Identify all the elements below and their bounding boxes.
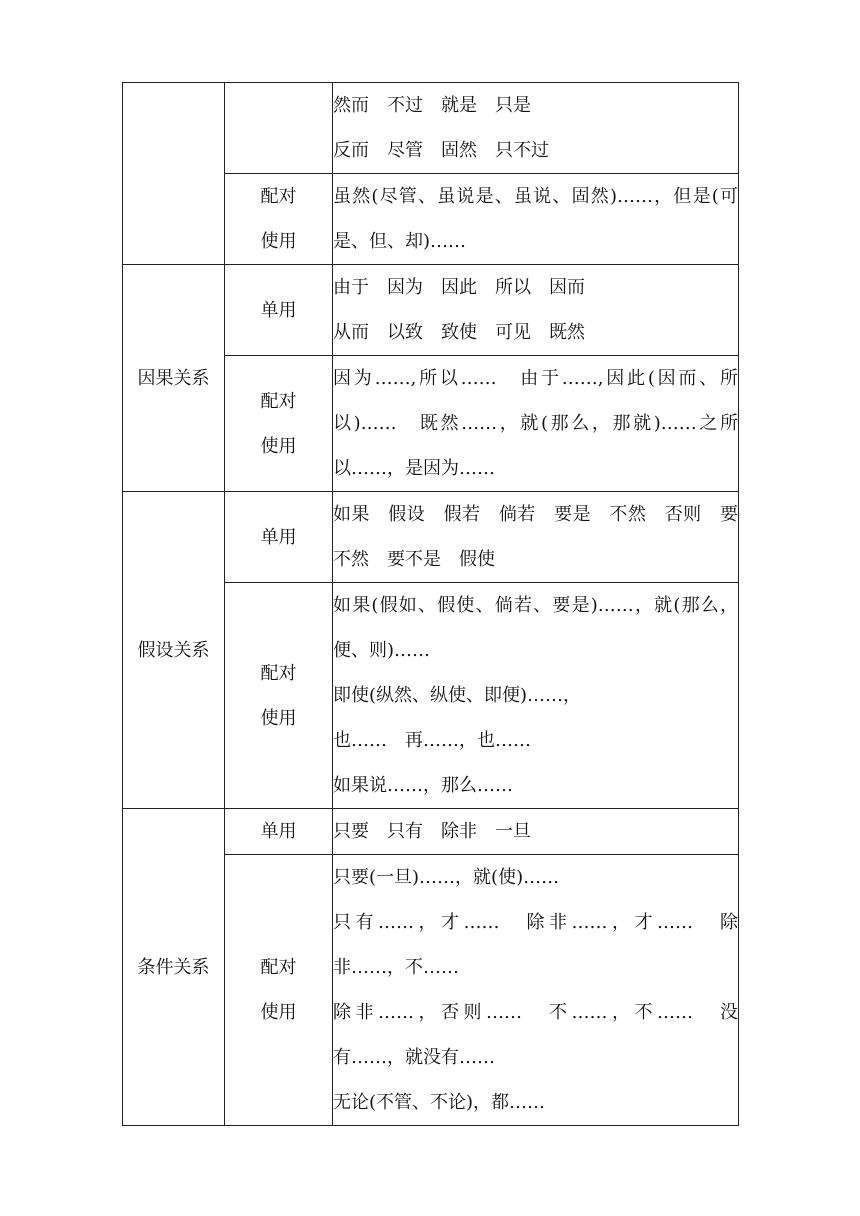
- words-cell: [333, 265, 739, 356]
- usage-label: 使用: [260, 1002, 297, 1023]
- words-cell: [333, 492, 739, 583]
- table-row: [123, 492, 739, 583]
- conjunction-table: [122, 82, 739, 1126]
- usage-cell: [225, 583, 333, 809]
- table-row: [123, 809, 739, 855]
- usage-cell: 单用: [225, 265, 333, 356]
- usage-label: 配对: [260, 957, 297, 978]
- usage-cell-continued: [225, 83, 333, 174]
- word-line: 由于 因为 因此 所以 因而: [333, 277, 585, 298]
- word-text: 无论(不管、不论)，都……: [333, 1092, 546, 1113]
- usage-cell: [225, 174, 333, 265]
- word-text: 如果说……，那么……: [333, 775, 513, 796]
- table-row: [123, 265, 739, 356]
- word-line: 然而 不过 就是 只是: [333, 95, 531, 116]
- word-text: 虽然(尽管、虽说是、虽说、固然)……，但是(可是、但、却)……: [333, 186, 738, 252]
- word-line: 从而 以致 致使 可见 既然: [333, 322, 585, 343]
- category-cell: 假设关系: [123, 492, 225, 809]
- usage-label: 使用: [260, 707, 297, 729]
- usage-label: 使用: [260, 435, 297, 457]
- word-text: 除非……，否则…… 不……，不…… 没有……，就没有……: [333, 1002, 738, 1068]
- usage-cell: [225, 356, 333, 492]
- usage-label: 使用: [260, 231, 297, 252]
- word-text: 即使(纵然、纵使、即便)……，: [333, 685, 582, 706]
- usage-cell: [225, 855, 333, 1126]
- word-text: 因为……,所以…… 由于……,因此(因而、所以)…… 既然……，就(那么，那就)……之所以……，是因为……: [333, 368, 738, 479]
- words-cell: [333, 174, 739, 265]
- usage-cell: 单用: [225, 492, 333, 583]
- words-cell: [333, 83, 739, 174]
- words-cell: [333, 583, 739, 809]
- category-cell-continued: [123, 83, 225, 265]
- words-cell: [333, 855, 739, 1126]
- word-line: 反而 尽管 固然 只不过: [333, 140, 549, 161]
- word-text: 只要(一旦)……，就(使)……: [333, 867, 560, 888]
- category-cell: 条件关系: [123, 809, 225, 1126]
- word-text: 如果 假设 假若 倘若 要是 不然 否则 要不然 要不是 假使: [333, 504, 738, 570]
- word-text: 如果(假如、假使、倘若、要是)……，就(那么，便、则)……: [333, 595, 738, 661]
- words-cell: [333, 809, 739, 855]
- category-cell: 因果关系: [123, 265, 225, 492]
- word-text: 只有……，才…… 除非……，才…… 除非……，不……: [333, 912, 738, 978]
- word-text: 只要 只有 除非 一旦: [333, 821, 531, 842]
- word-text: 也…… 再……，也……: [333, 730, 531, 751]
- usage-cell: 单用: [225, 809, 333, 855]
- usage-label: 配对: [260, 186, 297, 207]
- usage-label: 配对: [260, 390, 297, 412]
- usage-label: 配对: [260, 662, 297, 684]
- words-cell: [333, 356, 739, 492]
- table-row: [123, 83, 739, 174]
